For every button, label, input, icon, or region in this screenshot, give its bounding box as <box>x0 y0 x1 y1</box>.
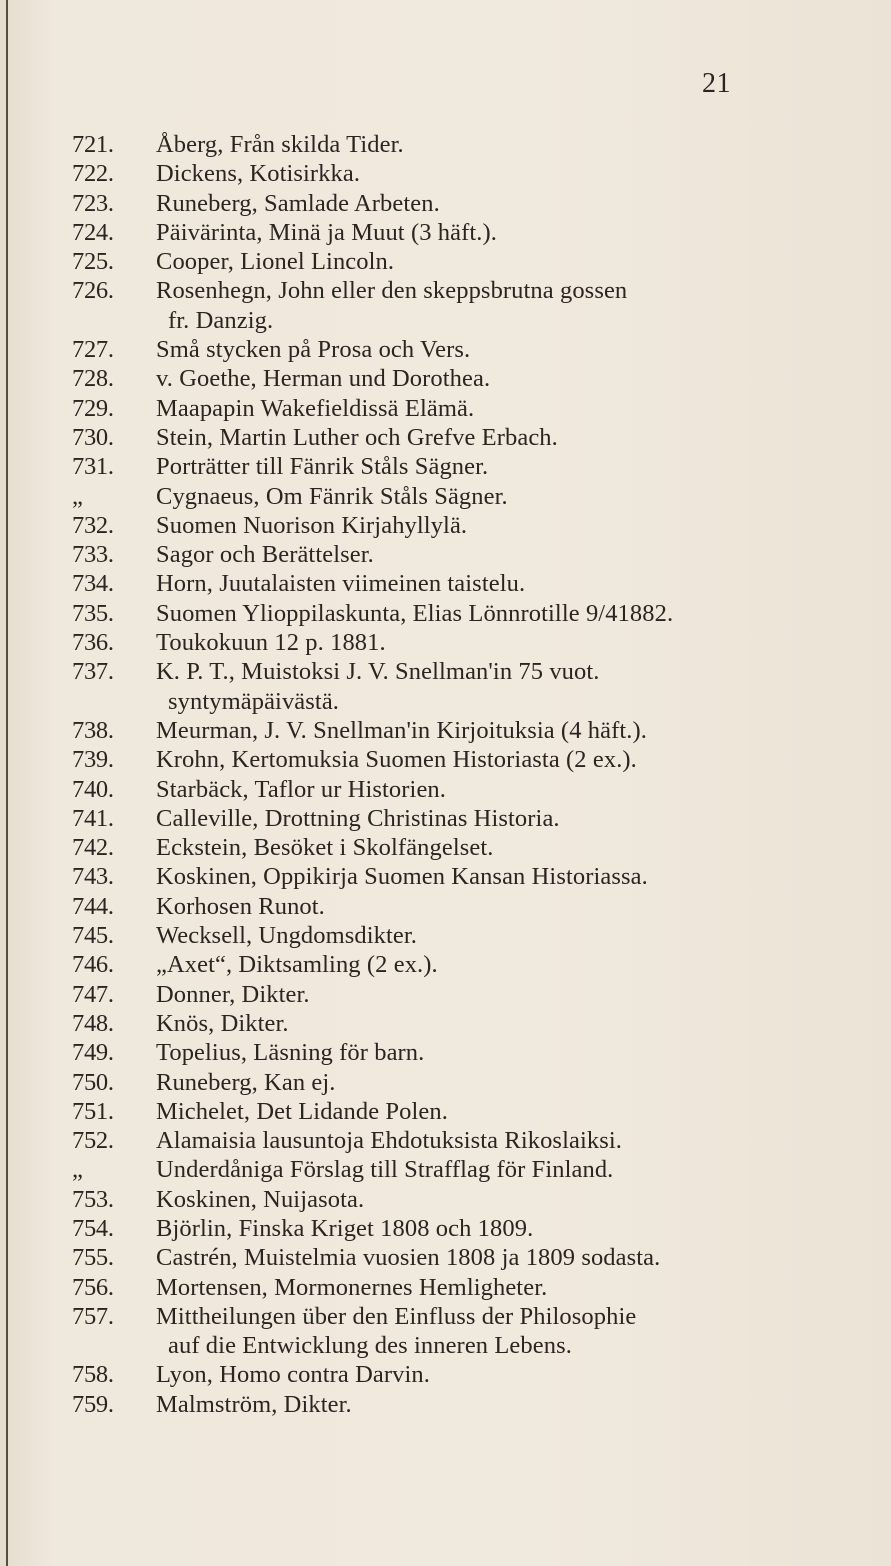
entry-title: Sagor och Berättelser. <box>156 541 374 569</box>
entry-number: 724. <box>72 218 114 246</box>
entry-number: 749. <box>72 1039 114 1067</box>
page-number: 21 <box>702 68 731 99</box>
entry-number: 751. <box>72 1097 114 1125</box>
entry-number: 758. <box>72 1361 114 1389</box>
catalog-entry <box>72 1097 872 1126</box>
entry-number: 728. <box>72 365 114 393</box>
catalog-entry-list <box>72 130 872 1419</box>
entry-title: Starbäck, Taflor ur Historien. <box>156 775 446 803</box>
entry-title: Mortensen, Mormonernes Hemligheter. <box>156 1273 548 1301</box>
catalog-entry <box>72 482 872 511</box>
entry-number: 756. <box>72 1273 114 1301</box>
entry-number: 746. <box>72 951 114 979</box>
catalog-entry <box>72 423 872 452</box>
entry-title: Korhosen Runot. <box>156 892 325 920</box>
catalog-entry <box>72 921 872 950</box>
entry-number: 727. <box>72 336 114 364</box>
entry-title: Cygnaeus, Om Fänrik Ståls Sägner. <box>156 482 508 510</box>
entry-number: 721. <box>72 131 114 158</box>
entry-title: Castrén, Muistelmia vuosien 1808 ja 1809 sodasta. <box>156 1244 661 1272</box>
catalog-entry <box>72 364 872 393</box>
catalog-entry <box>72 1185 872 1214</box>
entry-title: Suomen Nuorison Kirjahyllylä. <box>156 511 468 539</box>
entry-title: Meurman, J. V. Snellman'in Kirjoituksia (4 häft.). <box>156 716 647 744</box>
entry-number: 743. <box>72 863 114 891</box>
entry-title: „Axet“, Diktsamling (2 ex.). <box>156 951 438 979</box>
entry-number: 747. <box>72 980 114 1008</box>
entry-title: Koskinen, Oppikirja Suomen Kansan Historiassa. <box>156 863 648 891</box>
entry-title: v. Goethe, Herman und Dorothea. <box>156 365 491 393</box>
catalog-entry <box>72 1273 872 1302</box>
entry-number: 750. <box>72 1068 114 1096</box>
catalog-entry <box>72 1155 872 1184</box>
entry-title: auf die Entwicklung des inneren Lebens. <box>168 1332 572 1360</box>
entry-title: Mittheilungen über den Einfluss der Philosophie <box>156 1302 637 1330</box>
entry-number: 745. <box>72 922 114 950</box>
catalog-entry <box>72 745 872 774</box>
catalog-entry <box>72 1126 872 1155</box>
entry-title: Päivärinta, Minä ja Muut (3 häft.). <box>156 218 497 246</box>
entry-title: Runeberg, Kan ej. <box>156 1068 336 1096</box>
entry-number: 732. <box>72 511 114 539</box>
entry-number: 733. <box>72 541 114 569</box>
entry-number: 757. <box>72 1302 114 1330</box>
entry-title: Underdåniga Förslag till Strafflag för Finland. <box>156 1156 614 1184</box>
catalog-entry <box>72 599 872 628</box>
entry-number: 742. <box>72 834 114 862</box>
catalog-entry <box>72 540 872 569</box>
entry-number: 725. <box>72 248 114 276</box>
entry-number: 734. <box>72 570 114 598</box>
catalog-entry <box>72 335 872 364</box>
catalog-entry <box>72 1038 872 1067</box>
catalog-entry <box>72 1302 872 1331</box>
catalog-entry <box>72 980 872 1009</box>
entry-title: syntymäpäivästä. <box>168 687 340 715</box>
entry-number: 730. <box>72 423 114 451</box>
entry-number: 731. <box>72 453 114 481</box>
entry-title: Alamaisia lausuntoja Ehdotuksista Rikoslaiksi. <box>156 1127 622 1155</box>
entry-title: Eckstein, Besöket i Skolfängelset. <box>156 834 494 862</box>
entry-title: Åberg, Från skilda Tider. <box>156 131 404 158</box>
entry-title: Rosenhegn, John eller den skeppsbrutna gossen <box>156 277 628 305</box>
entry-number: 736. <box>72 629 114 657</box>
entry-number: „ <box>72 1156 83 1184</box>
catalog-entry-continuation <box>72 687 872 716</box>
catalog-entry <box>72 892 872 921</box>
catalog-entry <box>72 657 872 686</box>
catalog-entry <box>72 1360 872 1389</box>
catalog-entry <box>72 130 872 159</box>
entry-number: 735. <box>72 599 114 627</box>
entry-title: Koskinen, Nuijasota. <box>156 1185 365 1213</box>
entry-title: Michelet, Det Lidande Polen. <box>156 1097 448 1125</box>
entry-number: 752. <box>72 1127 114 1155</box>
entry-number: 723. <box>72 189 114 217</box>
catalog-entry <box>72 511 872 540</box>
catalog-entry <box>72 628 872 657</box>
catalog-entry <box>72 862 872 891</box>
entry-title: Donner, Dikter. <box>156 980 310 1008</box>
entry-title: Dickens, Kotisirkka. <box>156 160 361 188</box>
entry-number: 759. <box>72 1390 114 1418</box>
entry-title: Calleville, Drottning Christinas Historia. <box>156 804 560 832</box>
entry-title: Krohn, Kertomuksia Suomen Historiasta (2 ex.). <box>156 746 637 774</box>
entry-title: Wecksell, Ungdomsdikter. <box>156 922 418 950</box>
entry-number: 748. <box>72 1009 114 1037</box>
entry-number: 739. <box>72 746 114 774</box>
catalog-entry <box>72 804 872 833</box>
entry-number: 729. <box>72 394 114 422</box>
catalog-entry <box>72 159 872 188</box>
page-edge-line <box>6 0 8 1566</box>
entry-number: 754. <box>72 1214 114 1242</box>
catalog-entry <box>72 218 872 247</box>
entry-number: „ <box>72 482 83 510</box>
catalog-entry <box>72 1068 872 1097</box>
entry-title: Små stycken på Prosa och Vers. <box>156 336 471 364</box>
catalog-entry <box>72 189 872 218</box>
entry-title: K. P. T., Muistoksi J. V. Snellman'in 75 vuot. <box>156 658 600 686</box>
entry-title: Runeberg, Samlade Arbeten. <box>156 189 440 217</box>
entry-title: Björlin, Finska Kriget 1808 och 1809. <box>156 1214 534 1242</box>
catalog-entry <box>72 569 872 598</box>
entry-number: 753. <box>72 1185 114 1213</box>
catalog-entry-continuation <box>72 306 872 335</box>
catalog-entry <box>72 775 872 804</box>
catalog-entry-continuation <box>72 1331 872 1360</box>
catalog-entry <box>72 276 872 305</box>
entry-title: fr. Danzig. <box>168 306 274 334</box>
entry-number: 740. <box>72 775 114 803</box>
catalog-entry <box>72 1009 872 1038</box>
entry-number: 722. <box>72 160 114 188</box>
entry-title: Lyon, Homo contra Darvin. <box>156 1361 430 1389</box>
entry-title: Maapapin Wakefieldissä Elämä. <box>156 394 475 422</box>
entry-title: Horn, Juutalaisten viimeinen taistelu. <box>156 570 526 598</box>
entry-title: Porträtter till Fänrik Ståls Sägner. <box>156 453 489 481</box>
entry-number: 737. <box>72 658 114 686</box>
entry-number: 744. <box>72 892 114 920</box>
catalog-entry <box>72 1214 872 1243</box>
entry-number: 755. <box>72 1244 114 1272</box>
entry-title: Stein, Martin Luther och Grefve Erbach. <box>156 423 558 451</box>
entry-number: 738. <box>72 716 114 744</box>
entry-title: Suomen Ylioppilaskunta, Elias Lönnrotille 9/41882. <box>156 599 674 627</box>
catalog-entry <box>72 394 872 423</box>
entry-number: 741. <box>72 804 114 832</box>
entry-title: Cooper, Lionel Lincoln. <box>156 248 395 276</box>
entry-title: Knös, Dikter. <box>156 1009 289 1037</box>
entry-title: Malmström, Dikter. <box>156 1390 352 1418</box>
entry-title: Topelius, Läsning för barn. <box>156 1039 425 1067</box>
catalog-entry <box>72 833 872 862</box>
catalog-entry <box>72 950 872 979</box>
catalog-entry <box>72 247 872 276</box>
entry-number: 726. <box>72 277 114 305</box>
entry-title: Toukokuun 12 p. 1881. <box>156 629 386 657</box>
catalog-entry <box>72 716 872 745</box>
catalog-entry <box>72 1390 872 1419</box>
catalog-entry <box>72 452 872 481</box>
catalog-entry <box>72 1243 872 1272</box>
